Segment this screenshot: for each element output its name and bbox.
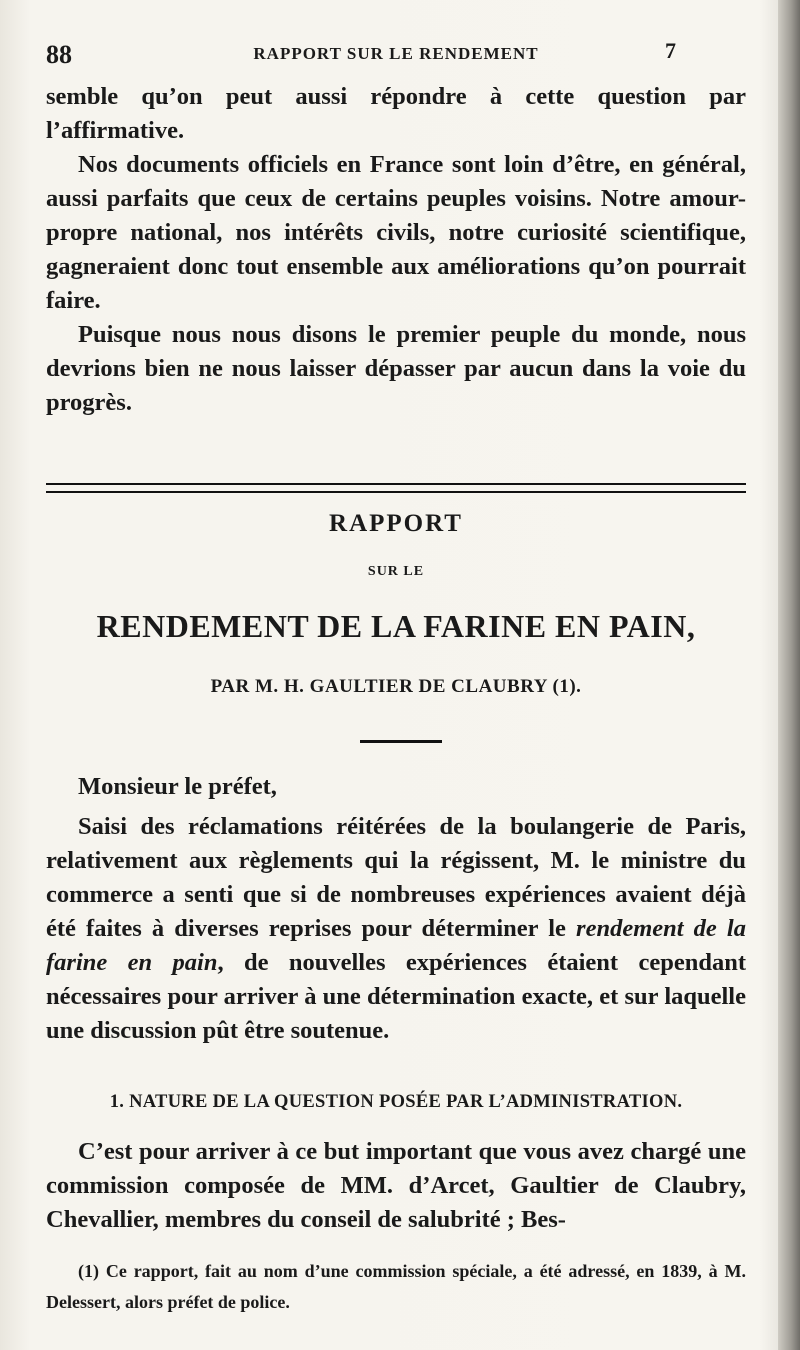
- author-line: PAR M. H. GAULTIER DE CLAUBRY (1).: [210, 676, 582, 697]
- section-text: [46, 1135, 746, 1237]
- section-divider: [46, 483, 746, 493]
- page-edge-shadow: [778, 0, 800, 1350]
- section-heading: 1. NATURE DE LA QUESTION POSÉE PAR L’ADMINISTRATION.: [109, 1092, 683, 1112]
- intro-paragraph-2: Nos documents officiels en France sont loin d’être, en général, aussi parfaits que ceux de certains peuples voisins. Notre amour-propre national, nos intérêts civils, notre curiosité scientifique, gagneraient donc tout ensemble aux améliorations qu’on pourrait faire.: [46, 151, 746, 314]
- intro-paragraph-1: semble qu’on peut aussi répondre à cette question par l’affirmative.: [46, 83, 746, 144]
- salutation: Monsieur le préfet,: [78, 773, 277, 800]
- running-head: RAPPORT SUR LE RENDEMENT: [253, 44, 539, 63]
- section-paragraph-1: C’est pour arriver à ce but important que vous avez chargé une commission composée de MM. d’Arcet, Gaultier de Claubry, Chevallier, membres du conseil de salubrité ; Bes-: [46, 1138, 746, 1233]
- italic-phrase: rendement de la farine en pain: [46, 915, 746, 976]
- footnote: [46, 1256, 746, 1318]
- intro-paragraph-3: Puisque nous nous disons le premier peuple du monde, nous devrions bien ne nous laisser dépasser par aucun dans la voie du progrès.: [46, 321, 746, 416]
- title-rapport: RAPPORT: [329, 510, 463, 537]
- corner-mark: 7: [665, 38, 676, 63]
- letter-paragraph-1: [46, 810, 746, 1048]
- footnote-text: (1) Ce rapport, fait au nom d’une commission spéciale, a été adressé, en 1839, à M. Delessert, alors préfet de police.: [46, 1261, 746, 1312]
- letter-text-end: , de nouvelles expériences étaient cependant nécessaires pour arriver à une détermination exacte, et sur laquelle une discussion pût être soutenue.: [46, 949, 746, 1044]
- letter-text-start: Saisi des réclamations réitérées de la boulangerie de Paris, relativement aux règlements qui la régissent, M. le ministre du commerce a senti que si de nombreuses expériences avaient déjà été faites à diverses reprises pour déterminer le: [46, 813, 746, 942]
- letter-text: [46, 770, 746, 1048]
- title-rule: [360, 740, 442, 743]
- main-title: RENDEMENT DE LA FARINE EN PAIN,: [96, 608, 696, 644]
- page-header: [46, 40, 746, 70]
- page-number: 88: [46, 40, 72, 69]
- title-sur-le: SUR LE: [367, 564, 425, 579]
- intro-text: [46, 80, 746, 420]
